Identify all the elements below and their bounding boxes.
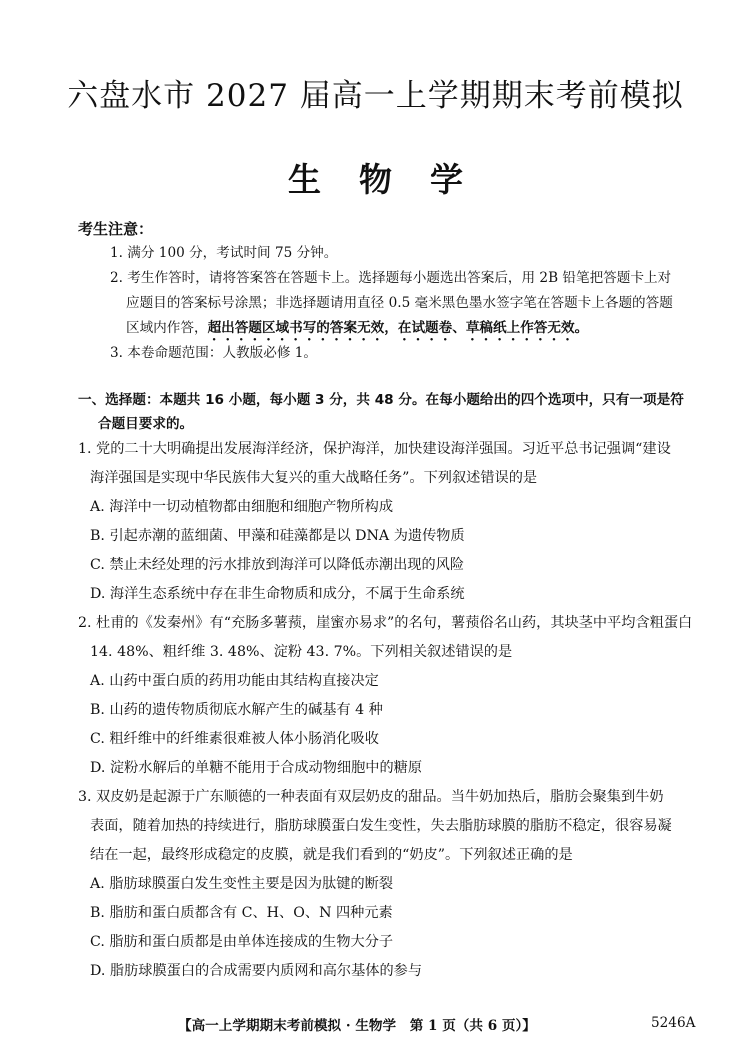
notice-item bbox=[126, 318, 588, 344]
question-2-stem: 14. 48%、粗纤维 3. 48%、淀粉 43. 7%。下列相关叙述错误的是 bbox=[90, 644, 513, 660]
page-footer: 【高一上学期期末考前模拟 · 生物学 第 1 页（共 6 页）】 bbox=[178, 1018, 536, 1034]
question-3-option-a: A. 脂肪球膜蛋白发生变性主要是因为肽键的断裂 bbox=[90, 876, 394, 892]
exam-title: 六盘水市 2027 届高一上学期期末考前模拟 bbox=[67, 78, 684, 114]
notice-heading: 考生注意： bbox=[78, 220, 154, 238]
notice-emphasis: 超出答题区域书写的答案无效，在试题卷、草稿纸上作答无效。 bbox=[207, 320, 589, 336]
paper-code: 5246A bbox=[651, 1015, 696, 1031]
question-1-option-c: C. 禁止未经处理的污水排放到海洋可以降低赤潮出现的风险 bbox=[90, 557, 465, 573]
question-2-option-c: C. 粗纤维中的纤维素很难被人体小肠消化吸收 bbox=[90, 731, 379, 747]
notice-item: 应题目的答案标号涂黑；非选择题请用直径 0.5 毫米黑色墨水签字笔在答题卡上各题的答题 bbox=[126, 295, 673, 311]
question-3-option-b: B. 脂肪和蛋白质都含有 C、H、O、N 四种元素 bbox=[90, 905, 393, 921]
subject-title bbox=[0, 154, 751, 201]
question-2-option-a: A. 山药中蛋白质的药用功能由其结构直接决定 bbox=[90, 673, 379, 689]
section-instructions-line-2: 合题目要求的。 bbox=[98, 416, 194, 432]
question-3-option-d: D. 脂肪球膜蛋白的合成需要内质网和高尔基体的参与 bbox=[90, 963, 423, 979]
question-1-stem: 1. 党的二十大明确提出发展海洋经济，保护海洋，加快建设海洋强国。习近平总书记强调“建设 bbox=[78, 441, 671, 457]
question-1-option-d: D. 海洋生态系统中存在非生命物质和成分，不属于生命系统 bbox=[90, 586, 465, 602]
question-3-stem: 表面，随着加热的持续进行，脂肪球膜蛋白发生变性，失去脂肪球膜的脂肪不稳定，很容易凝 bbox=[90, 818, 672, 834]
subject-char: 物 bbox=[359, 160, 392, 199]
question-2-option-b: B. 山药的遗传物质彻底水解产生的碱基有 4 种 bbox=[90, 702, 383, 718]
question-3-option-c: C. 脂肪和蛋白质都是由单体连接成的生物大分子 bbox=[90, 934, 394, 950]
subject-char: 生 bbox=[288, 160, 321, 199]
notice-item: 3. 本卷命题范围：人教版必修 1。 bbox=[110, 345, 317, 361]
question-1-stem: 海洋强国是实现中华民族伟大复兴的重大战略任务”。下列叙述错误的是 bbox=[90, 470, 538, 486]
question-1-option-b: B. 引起赤潮的蓝细菌、甲藻和硅藻都是以 DNA 为遗传物质 bbox=[90, 528, 465, 544]
notice-text: 区域内作答， bbox=[126, 320, 208, 336]
section-instructions-line-1: 一、选择题：本题共 16 小题，每小题 3 分，共 48 分。在每小题给出的四个选项中，只有一项是符 bbox=[78, 392, 684, 408]
question-3-stem: 3. 双皮奶是起源于广东顺德的一种表面有双层奶皮的甜品。当牛奶加热后，脂肪会聚集到牛奶 bbox=[78, 789, 664, 805]
notice-item: 2. 考生作答时，请将答案答在答题卡上。选择题每小题选出答案后，用 2B 铅笔把答题卡上对 bbox=[110, 270, 672, 286]
subject-char: 学 bbox=[430, 160, 463, 199]
question-2-option-d: D. 淀粉水解后的单糖不能用于合成动物细胞中的糖原 bbox=[90, 760, 423, 776]
question-1-option-a: A. 海洋中一切动植物都由细胞和细胞产物所构成 bbox=[90, 499, 394, 515]
notice-item: 1. 满分 100 分，考试时间 75 分钟。 bbox=[110, 245, 338, 261]
question-3-stem: 结在一起，最终形成稳定的皮膜，就是我们看到的“奶皮”。下列叙述正确的是 bbox=[90, 847, 573, 863]
question-2-stem: 2. 杜甫的《发秦州》有“充肠多薯蓣，崖蜜亦易求”的名句，薯蓣俗名山药，其块茎中平均含粗蛋白 bbox=[78, 615, 693, 631]
